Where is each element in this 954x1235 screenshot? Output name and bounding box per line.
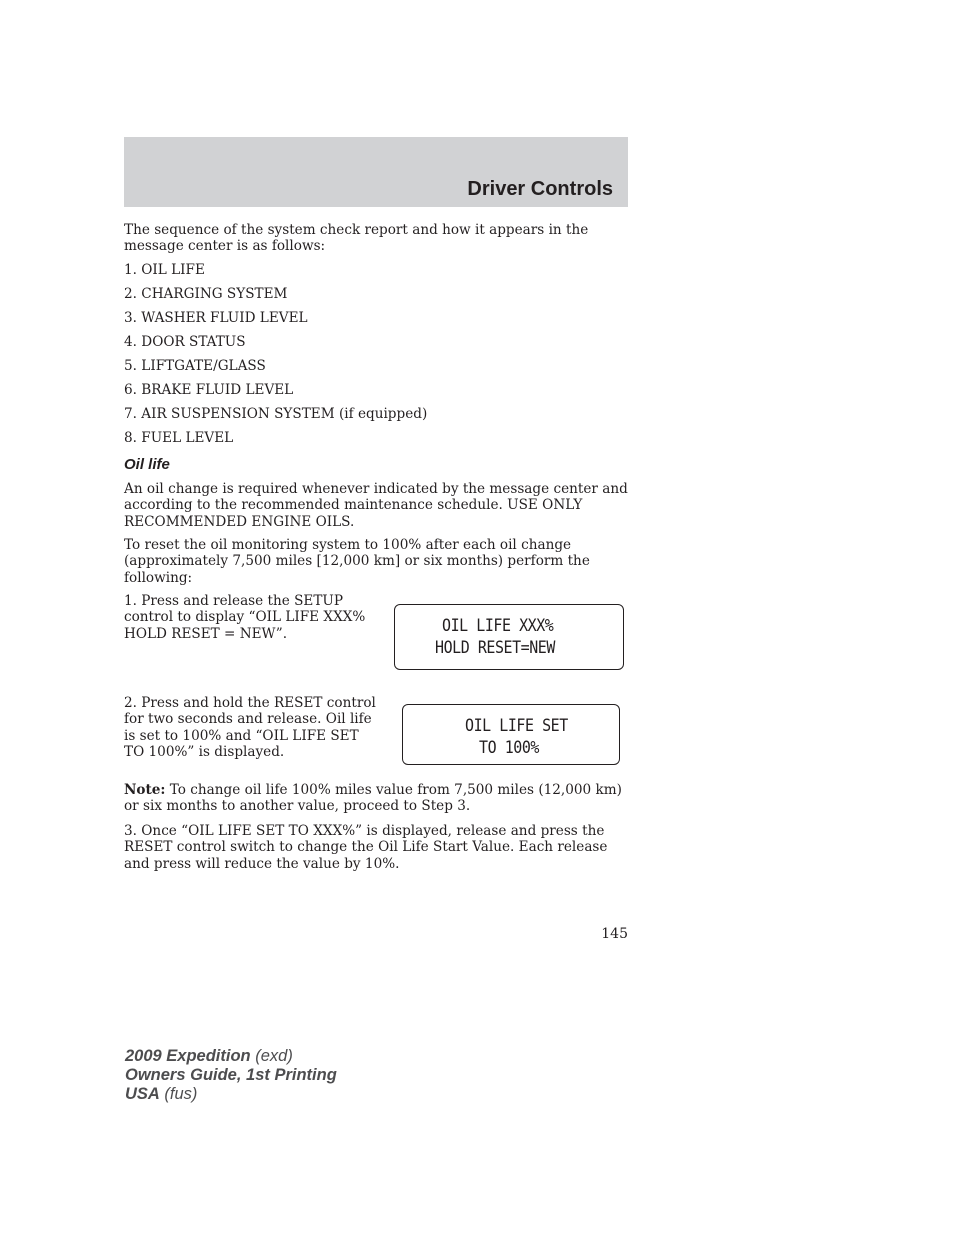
intro-paragraph: The sequence of the system check report and how it appears in the message center is as follows: <box>124 222 589 255</box>
page-number: 145 <box>601 926 628 942</box>
message-center-display-2 <box>402 704 620 765</box>
oil-change-paragraph: An oil change is required whenever indicated by the message center and according to the recommended maintenance schedule. USE ONLY RECOMMENDED ENGINE OILS. <box>124 481 628 530</box>
footer-model: 2009 Expedition <box>125 1047 251 1065</box>
list-item: 6. BRAKE FLUID LEVEL <box>124 382 294 398</box>
footer-guide: Owners Guide, 1st Printing <box>125 1066 337 1084</box>
list-item: 5. LIFTGATE/GLASS <box>124 358 266 374</box>
section-header-bar <box>124 137 628 207</box>
list-item: 8. FUEL LEVEL <box>124 430 234 446</box>
note-text: To change oil life 100% miles value from 7,500 miles (12,000 km) or six months to another value, proceed to Step 3. <box>124 782 622 815</box>
list-item: 1. OIL LIFE <box>124 262 205 278</box>
step-1-text: 1. Press and release the SETUP control to display “OIL LIFE XXX% HOLD RESET = NEW”. <box>124 593 366 642</box>
display-2-line-1: OIL LIFE SET <box>465 716 568 736</box>
footer-region: USA <box>125 1085 160 1103</box>
footer-model-code: (exd) <box>250 1047 293 1065</box>
oil-life-heading: Oil life <box>124 456 170 473</box>
display-1-line-2: HOLD RESET=NEW <box>435 638 555 658</box>
note-paragraph <box>124 782 629 815</box>
note-label: Note: <box>124 782 166 798</box>
reset-intro-paragraph: To reset the oil monitoring system to 100% after each oil change (approximately 7,500 miles [12,000 km] or six months) perform the following: <box>124 537 590 586</box>
footer-imprint <box>125 1047 337 1104</box>
message-center-display-1 <box>394 604 624 670</box>
step-2-text: 2. Press and hold the RESET control for two seconds and release. Oil life is set to 100% and “OIL LIFE SET TO 100%” is displayed. <box>124 695 376 760</box>
list-item: 4. DOOR STATUS <box>124 334 246 350</box>
section-title: Driver Controls <box>467 178 613 200</box>
list-item: 2. CHARGING SYSTEM <box>124 286 288 302</box>
display-2-line-2: TO 100% <box>479 738 539 758</box>
display-1-line-1: OIL LIFE XXX% <box>442 616 554 636</box>
list-item: 7. AIR SUSPENSION SYSTEM (if equipped) <box>124 406 428 422</box>
footer-region-code: (fus) <box>159 1085 198 1103</box>
list-item: 3. WASHER FLUID LEVEL <box>124 310 308 326</box>
footer-line-model <box>125 1047 337 1066</box>
step-3-text: 3. Once “OIL LIFE SET TO XXX%” is displayed, release and press the RESET control switch to change the Oil Life Start Value. Each release and press will reduce the value by 10%. <box>124 823 608 872</box>
footer-line-region <box>125 1085 337 1104</box>
